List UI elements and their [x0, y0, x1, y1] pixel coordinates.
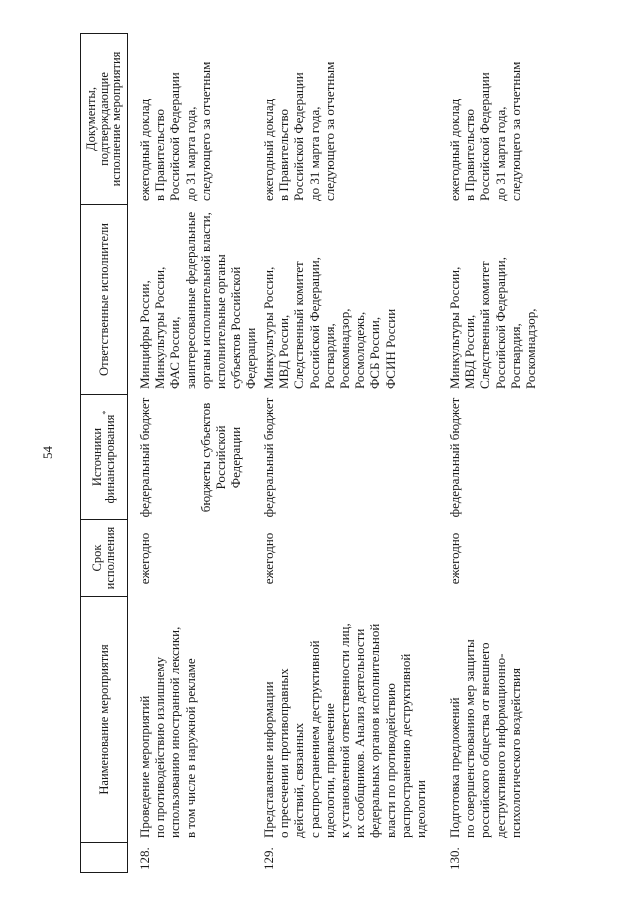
text-line: идеологии	[413, 780, 429, 838]
deadline: ежегодно	[447, 532, 462, 585]
text-line: психологического воздействия	[507, 668, 523, 838]
text-line: Срок	[90, 544, 105, 572]
text-line: ежегодный доклад	[447, 98, 462, 201]
page-number: 54	[40, 446, 55, 459]
text-line: Российской Федерации,	[492, 257, 508, 389]
text-line: бюджеты субъектов	[197, 402, 213, 513]
text-line: до 31 марта года,	[492, 106, 508, 201]
text-line: ежегодный доклад	[261, 98, 276, 201]
text-line: федеральный бюджет	[447, 397, 462, 518]
text-line: Минкультуры России,	[152, 266, 168, 389]
text-line: Роскомнадзор,	[337, 308, 353, 389]
table-row	[261, 33, 428, 873]
text-line: субъектов Российской	[228, 266, 244, 389]
deadline: ежегодно	[137, 532, 152, 585]
text-line: ФАС России,	[167, 316, 183, 389]
text-line: Проведение мероприятий	[137, 695, 152, 838]
text-line: Росгвардия,	[321, 323, 337, 389]
text-line: о пресечении противоправных	[276, 668, 292, 838]
text-line: Российской Федерации	[167, 72, 183, 201]
table-row	[137, 33, 259, 873]
text-line: в Правительство	[462, 108, 478, 201]
funding-regional	[198, 395, 244, 520]
text-line: Роскомнадзор,	[523, 308, 539, 389]
text-line: МВД России,	[276, 314, 292, 389]
text-line: по совершенствованию мер защиты	[462, 639, 478, 838]
row-number: 130.	[447, 847, 462, 870]
text-line: деструктивного информационно-	[492, 653, 508, 838]
text-line: Подготовка предложений	[447, 697, 462, 838]
text-line: ФСБ России,	[367, 316, 383, 389]
table-header	[80, 33, 128, 873]
text-line: Росмолодежь,	[352, 311, 368, 389]
text-line: Росгвардия,	[507, 323, 523, 389]
text-line: Представление информации	[261, 681, 276, 838]
text-line: федеральный бюджет	[137, 397, 152, 518]
header-funding-text: финансирования	[103, 414, 117, 504]
text-line: Федерации	[243, 327, 259, 389]
header-funding-line: Источники	[90, 427, 105, 487]
header-documents	[81, 33, 127, 205]
activity-name	[447, 597, 523, 843]
text-line: подтверждающие	[96, 72, 111, 166]
footnote-mark: *	[100, 410, 110, 415]
activity-name	[261, 597, 428, 843]
confirming-documents	[137, 33, 213, 205]
confirming-documents	[261, 33, 337, 205]
funding-source	[261, 395, 276, 520]
text-line: заинтересованные федеральные	[182, 211, 198, 389]
text-line: Документы,	[83, 87, 98, 151]
row-number: 129.	[261, 847, 276, 870]
text-line: Федерации	[228, 426, 244, 489]
text-line: органы исполнительной власти,	[197, 212, 213, 389]
text-line: использованию иностранной лексики,	[167, 626, 183, 838]
text-line: исполнительные органы	[213, 254, 229, 389]
text-line: исполнение мероприятия	[109, 51, 124, 187]
text-line: по противодействию излишнему	[152, 656, 168, 838]
text-line: российского общества от внешнего	[477, 642, 493, 838]
text-line: следующего за отчетным	[197, 61, 213, 201]
text-line: власти по противодействию	[382, 683, 398, 838]
funding-federal	[447, 395, 462, 520]
text-line: Российской Федерации	[477, 72, 493, 201]
text-line: Российской	[213, 425, 228, 490]
text-line: распространению деструктивной	[397, 653, 413, 838]
text-line: исполнения	[103, 526, 117, 590]
activity-name	[137, 597, 198, 843]
responsible-executors	[447, 205, 538, 395]
confirming-documents	[447, 33, 523, 205]
text-line: к установленной ответственности лиц,	[337, 623, 353, 838]
text-line: в Правительство	[152, 108, 168, 201]
text-line: ежегодный доклад	[137, 98, 152, 201]
text-line: Ответственные исполнители	[96, 223, 111, 376]
header-funding	[81, 395, 127, 520]
funding-federal	[137, 395, 152, 520]
responsible-executors	[261, 205, 398, 395]
text-line: до 31 марта года,	[182, 106, 198, 201]
text-line: действий, связанных	[291, 722, 307, 838]
text-line: Российской Федерации	[291, 72, 307, 201]
header-executors	[81, 205, 127, 395]
table-row	[447, 33, 538, 873]
header-funding-line	[100, 410, 117, 504]
text-line: идеологии, привлечение	[321, 703, 337, 838]
text-line: Следственный комитет	[291, 261, 307, 389]
text-line: Российской Федерации,	[306, 257, 322, 389]
text-line: Минкультуры России,	[447, 266, 462, 389]
deadline: ежегодно	[261, 532, 276, 585]
text-line: в Правительство	[276, 108, 292, 201]
text-line: их сообщников. Анализ деятельности	[352, 628, 368, 838]
text-line: Следственный комитет	[477, 261, 493, 389]
text-line: федеральных органов исполнительной	[367, 623, 383, 838]
responsible-executors	[137, 205, 259, 395]
text-line: следующего за отчетным	[507, 61, 523, 201]
header-term	[81, 520, 127, 597]
row-number: 128.	[137, 847, 152, 870]
header-number	[81, 843, 127, 873]
header-name	[81, 597, 127, 843]
text-line: до 31 марта года,	[306, 106, 322, 201]
funding-federal	[261, 395, 276, 520]
funding-source	[137, 395, 243, 520]
text-line: Минкультуры России,	[261, 266, 276, 389]
text-line: в том числе в наружной рекламе	[182, 658, 198, 838]
text-line: МВД России,	[462, 314, 478, 389]
text-line: Минцифры России,	[137, 280, 152, 389]
text-line: следующего за отчетным	[321, 61, 337, 201]
text-line: с распространением деструктивной	[306, 640, 322, 838]
funding-source	[447, 395, 462, 520]
text-line: федеральный бюджет	[261, 397, 276, 518]
text-line: ФСИН России	[382, 308, 398, 389]
text-line: Наименование мероприятия	[96, 644, 111, 795]
